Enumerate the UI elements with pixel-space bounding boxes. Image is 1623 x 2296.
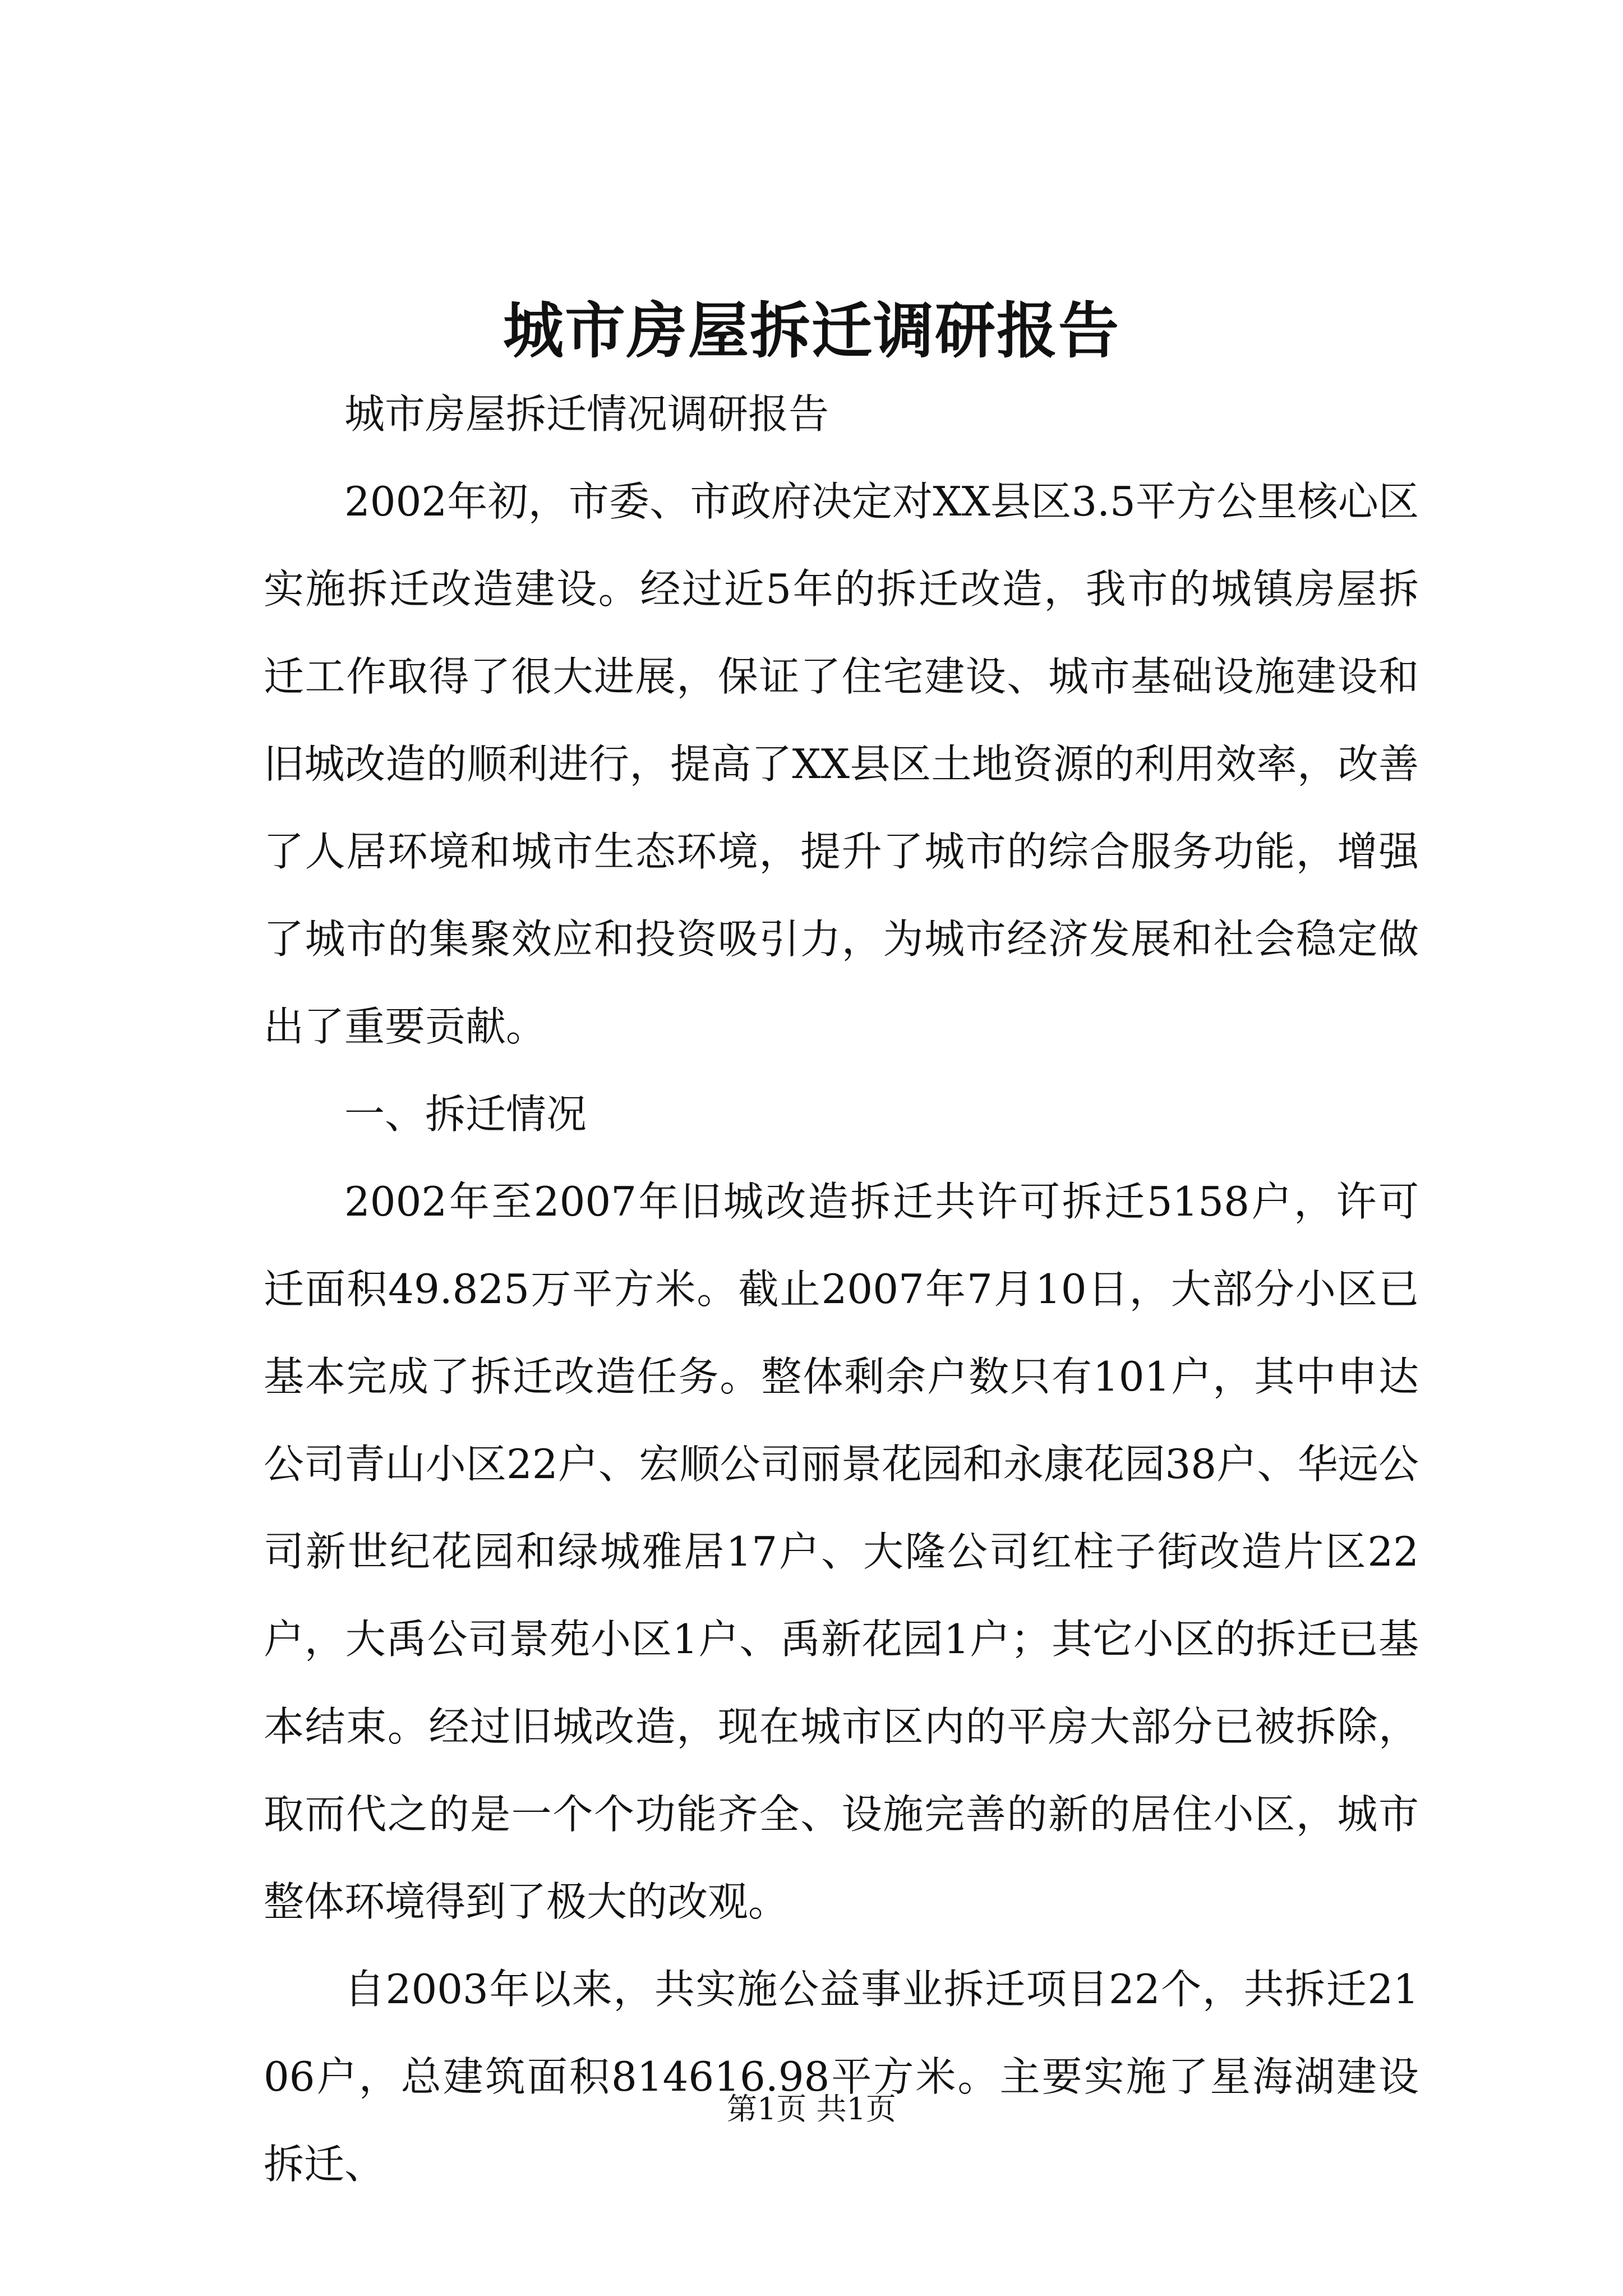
page-footer: 第1页 共1页 bbox=[727, 2091, 896, 2127]
document-title: 城市房屋拆迁调研报告 bbox=[502, 296, 1120, 366]
subtitle-paragraph: 城市房屋拆迁情况调研报告 bbox=[344, 390, 829, 438]
document-body bbox=[264, 370, 1419, 2208]
public-projects-paragraph: 自2003年以来，共实施公益事业拆迁项目22个，共拆迁2106户，总建筑面积814616.98平方米。主要实施了星海湖建设拆迁、 bbox=[264, 1966, 1419, 2188]
intro-paragraph: 2002年初，市委、市政府决定对XX县区3.5平方公里核心区实施拆迁改造建设。经过近5年的拆迁改造，我市的城镇房屋拆迁工作取得了很大进展，保证了住宅建设、城市基础设施建设和旧城改造的顺利进行，提高了XX县区土地资源的利用效率，改善了人居环境和城市生态环境，提升了城市的综合服务功能，增强了城市的集聚效应和投资吸引力，为城市经济发展和社会稳定做出了重要贡献。 bbox=[264, 478, 1419, 1050]
section-heading: 一、拆迁情况 bbox=[344, 1091, 587, 1138]
demolition-paragraph: 2002年至2007年旧城改造拆迁共许可拆迁5158户，许可迁面积49.825万平方米。截止2007年7月10日，大部分小区已基本完成了拆迁改造任务。整体剩余户数只有101户，其中申达公司青山小区22户、宏顺公司丽景花园和永康花园38户、华远公司新世纪花园和绿城雅居17户、大隆公司红柱子街改造片区22户，大禹公司景苑小区1户、禹新花园1户；其它小区的拆迁已基本结束。经过旧城改造，现在城市区内的平房大部分已被拆除，取而代之的是一个个功能齐全、设施完善的新的居住小区，城市整体环境得到了极大的改观。 bbox=[264, 1178, 1419, 1925]
